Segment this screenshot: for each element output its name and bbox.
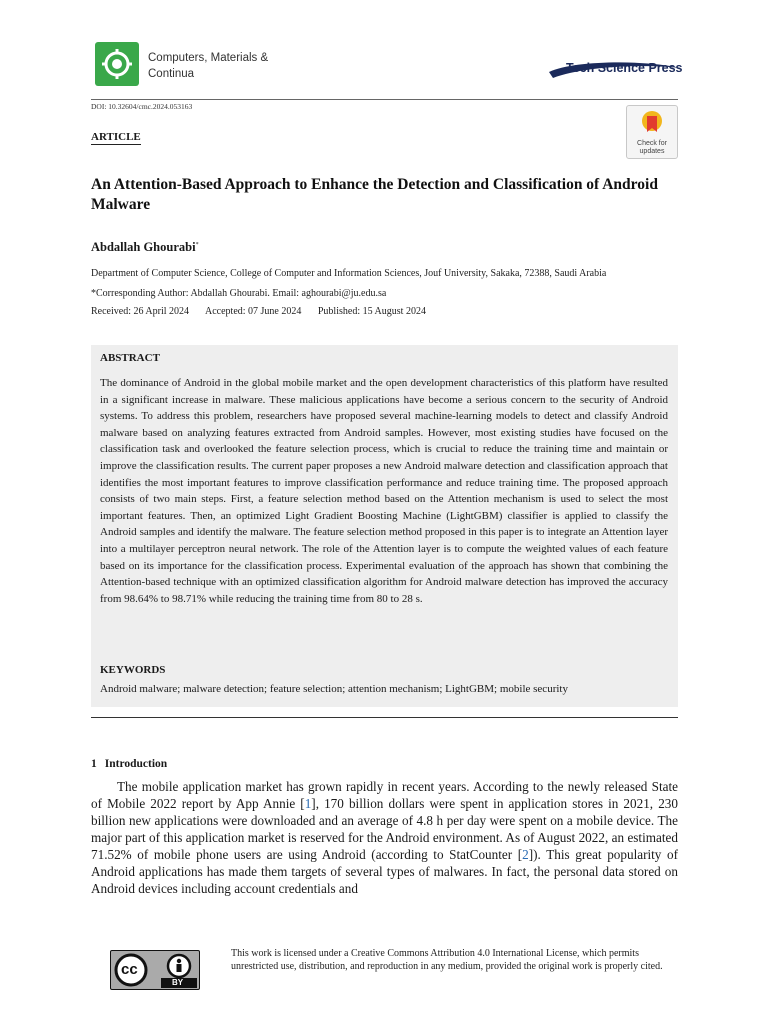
check-updates-label: Check for updates: [637, 140, 667, 155]
intro-text-part3: ]). This great popularity of Android applications has made them targets of several types of malwares. In fact, the personal data stored on Android devices including account credentials and: [91, 847, 678, 896]
doi[interactable]: DOI: 10.32604/cmc.2024.053163: [91, 102, 193, 111]
intro-heading: [91, 758, 167, 770]
cc-by-badge[interactable]: [110, 950, 200, 990]
affiliation: Department of Computer Science, College of Computer and Information Sciences, Jouf University, Sakaka, 72388, Saudi Arabia: [91, 268, 607, 279]
citation-link-2[interactable]: 2: [522, 847, 529, 862]
section-number: 1: [91, 758, 97, 770]
section-title: Introduction: [104, 758, 168, 770]
check-for-updates-badge[interactable]: [626, 105, 678, 159]
received-date: Received: 26 April 2024: [91, 306, 190, 317]
accepted-date: Accepted: 07 June 2024: [205, 306, 302, 317]
author-line: [91, 240, 199, 255]
gear-icon: [100, 47, 134, 81]
keywords-heading: KEYWORDS: [100, 664, 166, 676]
by-label: BY: [172, 978, 184, 987]
journal-name: [148, 50, 268, 82]
section-rule: [91, 717, 678, 718]
license-text: This work is licensed under a Creative Commons Attribution 4.0 International License, which permits unrestricted use, distribution, and reproduction in any medium, provided the original work is properly cited.: [231, 948, 663, 972]
abstract-heading: ABSTRACT: [100, 352, 160, 364]
citation-link-1[interactable]: 1: [304, 796, 312, 811]
journal-name-line2: Continua: [148, 68, 195, 80]
intro-text-part2: ], 170 billion dollars were spent in application stores in 2021, 230 billion new applications were downloaded and an average of 4.8 h per day were spent on a mobile device. The major part of this application market is reserved for the Android environment. As of August 2022, an estimated 71.52% of mobile phone users are using Android (according to StatCounter [: [91, 796, 678, 862]
author-name: Abdallah Ghourabi: [91, 240, 196, 254]
abstract-text: The dominance of Android in the global mobile market and the open development characteristics of this platform have resulted in a significant increase in malware. These malicious applications have become a serious concern to the security of Android systems. To address this problem, researchers have proposed several machine-learning models to detect and classify Android malware based on analyzing features extracted from Android samples. However, most existing studies have focused on the classification task and overlooked the feature selection process, which is crucial to reduce the training time and maintain or improve the classification results. The current paper proposes a new Android malware detection and classification approach that identifies the most important features to improve classification performance and reduce training time. The proposed approach consists of two main steps. First, a feature selection method based on the Attention mechanism is used to select the most important features. Then, an optimized Light Gradient Boosting Machine (LightGBM) classifier is applied to classify the Android samples and identify the malware. The feature selection method proposed in this paper is to integrate an Attention layer into a multilayer perceptron neural network. The role of the Attention layer is to compute the weighted values of each feature based on its importance for the classification process. Experimental evaluation of the approach has shown that combining the Attention-based technique with an optimized classification algorithm for Android malware detection has improved the accuracy from 98.64% to 98.71% while reducing the training time from 80 to 28 s.: [100, 377, 668, 605]
cc-label: cc: [121, 961, 138, 978]
author-marker: *: [195, 241, 199, 248]
intro-text-part1: The mobile application market has grown rapidly in recent years. According to the newly released State of Mobile 2022 report by App Annie [: [91, 779, 678, 811]
corresponding-author: *Corresponding Author: Abdallah Ghourabi. Email: aghourabi@ju.edu.sa: [91, 288, 387, 299]
publisher-name[interactable]: Tech Science Press: [566, 61, 683, 75]
keywords-text: Android malware; malware detection; feature selection; attention mechanism; LightGBM; mobile security: [100, 683, 568, 695]
intro-paragraph: [91, 778, 678, 897]
journal-logo: [95, 42, 139, 86]
bookmark-icon: [641, 110, 663, 138]
paper-title: An Attention-Based Approach to Enhance the Detection and Classification of Android Malware: [91, 176, 658, 213]
article-type-label: ARTICLE: [91, 131, 141, 143]
published-date: Published: 15 August 2024: [317, 306, 426, 317]
dates-line: [91, 306, 440, 317]
journal-name-line1: Computers, Materials &: [148, 52, 269, 64]
header-rule: [91, 99, 678, 100]
